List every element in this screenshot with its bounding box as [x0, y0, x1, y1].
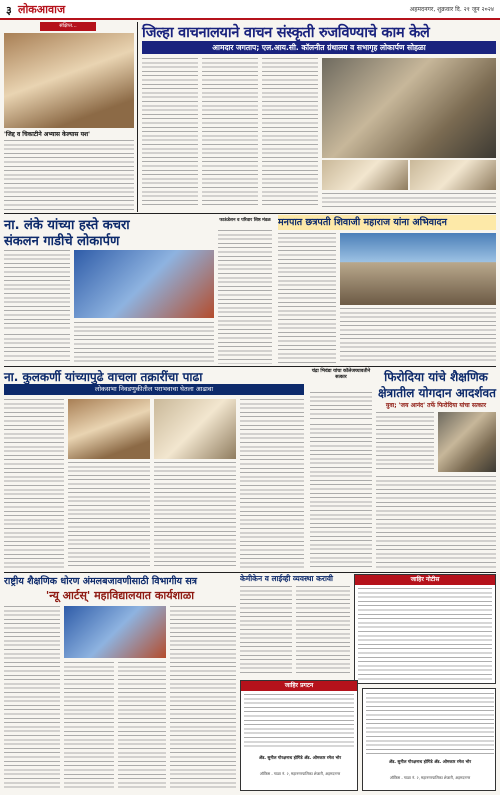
story4-body-col-2	[68, 462, 150, 568]
lead-photo-1	[322, 58, 496, 158]
story6-body-col-1	[4, 606, 60, 791]
story7-headline: केमीकेन व लाईव्ही व्यवस्था करावी	[240, 574, 333, 583]
story2-inline-box: फाऊंडेशन व परिवार शिष्ठ मंडळ	[219, 218, 271, 223]
story5-body-2	[376, 412, 434, 472]
story4-body-col-1	[4, 399, 64, 569]
story3-body	[278, 233, 336, 363]
story6-body-col-2	[64, 662, 114, 791]
lead-subhead: आमदार जगताप; एल.आय.सी. कॉलनीत ग्रंथालय व सभागृह लोकार्पण सोहळा	[142, 41, 496, 54]
masthead	[0, 0, 500, 20]
story5-subhead: युवा; 'जय आनंद' तर्फे फिरोदिया यांचा सत्कार	[385, 402, 487, 409]
story4-photo-1	[68, 399, 150, 459]
story2-body-bottom	[74, 322, 214, 364]
story5-headline-1: फिरोदिया यांचे शैक्षणिक	[384, 370, 488, 384]
story5-body-1	[310, 424, 372, 569]
page-number: ३	[6, 4, 12, 17]
story4-subhead: लोकसभा निवडणुकीतील पराभवाचा घेतला आढावा	[4, 384, 304, 395]
story2-body-left-2	[4, 334, 70, 364]
story5-photo	[438, 412, 496, 472]
masthead-rule	[0, 18, 500, 20]
story5-headline-2: क्षेत्रातील योगदान आदर्शवत	[377, 386, 496, 400]
sidebar-photo	[4, 33, 134, 128]
story4-photo-2	[154, 399, 236, 459]
story3-headline: मनपात छत्रपती शिवाजी महाराज यांना अभिवादन	[278, 215, 496, 230]
lead-body-col-3	[262, 58, 318, 208]
public-notice-2-body	[244, 694, 354, 750]
story2-body-right	[218, 230, 272, 364]
advocate-1: ॲड. सुनील गोरक्षनाथ होगिडे ॲड. ओमकार रमेश भोर	[258, 755, 342, 760]
sidebar-badge: संक्षिप्त...	[40, 22, 96, 31]
advocate-2: ॲड. सुनील गोरक्षनाथ होगिडे ॲड. ओमकार रमेश भोर	[388, 759, 472, 764]
lead-body-col-1	[142, 58, 198, 208]
public-notice-2-box	[240, 680, 358, 791]
notice-3-body	[366, 693, 494, 755]
story3-body-2	[340, 308, 496, 364]
sidebar-caption: 'जिद्द व चिकाटीने अभ्यास केल्यास यश'	[4, 131, 90, 138]
story6-body-col-3	[118, 662, 166, 791]
column-rule	[137, 22, 138, 212]
story5-body-3	[376, 476, 496, 569]
sidebar-body	[4, 140, 134, 210]
story3-photo	[340, 233, 496, 305]
story2-photo	[74, 250, 214, 318]
story7-body-col-1	[240, 586, 292, 676]
public-notice-body	[358, 588, 492, 682]
story6-headline: राष्ट्रीय शैक्षणिक धोरण अंमलबजावणीसाठी विभागीय सत्र	[4, 576, 198, 587]
advocate-address-2: ऑफिस - गाळा नं. २, महानगरपालिका शेजारी, अहमदनगर	[389, 775, 471, 780]
lead-photo-2	[322, 160, 408, 190]
section-rule-1	[4, 213, 496, 214]
lead-headline: जिल्हा वाचनालयाने वाचन संस्कृती रुजविण्याचे काम केले	[142, 25, 430, 41]
story6-photo	[64, 606, 166, 658]
story4-headline: ना. कुलकर्णी यांच्यापुढे वाचला तक्रारींचा पाढा	[4, 370, 203, 384]
public-notice-title: जाहिर नोटीस	[355, 575, 495, 585]
story5-kicker: चंद्रा भिवंडा यांचा कॉलेजच्यावतीने सत्कार	[311, 369, 371, 380]
lead-body-col-2	[202, 58, 258, 208]
public-notice-2-title: जाहिर प्रगटन	[241, 681, 357, 691]
story4-body-col-4	[240, 399, 304, 569]
advocate-address-1: ऑफिस - गाळा नं. २, महानगरपालिका शेजारी, अहमदनगर	[259, 771, 341, 776]
public-notice-box	[354, 574, 496, 684]
lead-photo-3	[410, 160, 496, 190]
section-rule-2	[4, 366, 496, 367]
lead-photo-captions	[322, 193, 496, 209]
sidebar	[4, 22, 134, 212]
notice-3-box	[362, 688, 496, 791]
story2-headline-2: संकलन गाडीचे लोकार्पण	[4, 234, 120, 249]
dateline: अहमदनगर, शुक्रवार दि. २१ जून २०२४	[409, 6, 494, 13]
story6-body-col-4	[170, 606, 236, 791]
section-rule-3	[4, 572, 496, 573]
story2-headline-1: ना. लंके यांच्या हस्ते कचरा	[4, 218, 130, 233]
story4-body-col-3	[154, 462, 236, 568]
masthead-logo: लोकआवाज	[18, 3, 66, 16]
story7-body-col-2	[296, 586, 350, 676]
story6-subhead: 'न्यू आर्टस्' महाविद्यालयात कार्यशाळा	[45, 589, 195, 602]
story2-body-left	[4, 250, 70, 330]
